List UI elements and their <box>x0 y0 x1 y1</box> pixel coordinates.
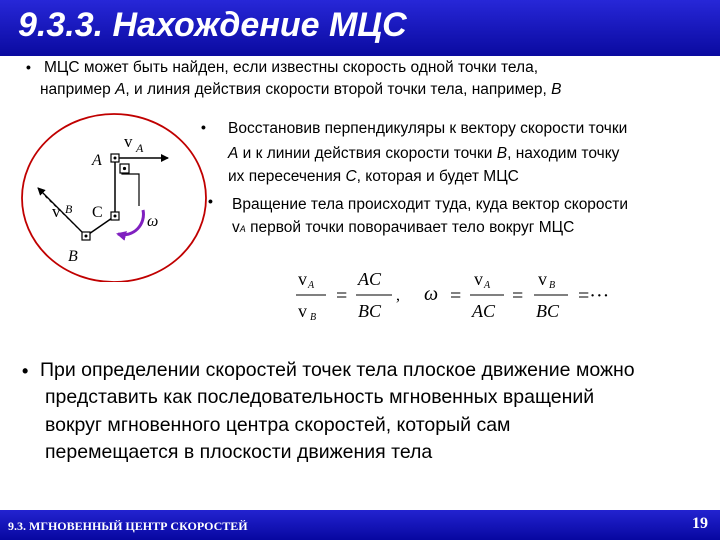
mcs-diagram <box>10 112 210 282</box>
formula-equals-1: = <box>336 285 348 307</box>
formula-omega: ω <box>424 283 439 305</box>
label-vb: v <box>52 202 61 221</box>
bullet4-line1: При определении скоростей точек тела плоское движение можно <box>40 359 635 381</box>
label-a: A <box>92 152 102 169</box>
formula-ac-1: AC <box>358 269 382 289</box>
bullet2-line2-text: и к линии действия скорости точки <box>238 145 497 162</box>
bullet3-line2 <box>232 219 574 237</box>
label-omega: ω <box>147 213 159 230</box>
formula-vb2-sub: B <box>549 280 556 291</box>
point-a-ref: А <box>115 81 126 98</box>
formula-ac-2: AC <box>472 301 496 321</box>
bullet2-line3 <box>228 168 519 186</box>
bullet4-line4: перемещается в плоскости движения тела <box>45 441 433 463</box>
point-b-ref: В <box>551 81 562 98</box>
formula-va2-v: v <box>474 269 483 289</box>
label-b: B <box>68 248 78 265</box>
bullet-marker: • <box>26 59 31 75</box>
bullet3-line1: Вращение тела происходит туда, куда вектор скорости <box>232 196 629 213</box>
formula-equals-3: = <box>512 285 524 307</box>
bullet2-line1: Восстановив перпендикуляры к вектору скорости точки <box>228 120 628 137</box>
velocity-symbol: v <box>232 219 240 236</box>
point-b-ref: В <box>496 145 508 162</box>
point-c-dot <box>114 215 117 218</box>
page-number: 19 <box>692 515 708 532</box>
title-bar <box>0 0 720 56</box>
footer-section-title: 9.3. МГНОВЕННЫЙ ЦЕНТР СКОРОСТЕЙ <box>8 519 248 533</box>
footer-bar <box>0 510 720 540</box>
bullet4-line3: вокруг мгновенного центра скоростей, который сам <box>45 414 511 436</box>
formula-ellipsis: =··· <box>578 285 610 307</box>
formula-vb2-v: v <box>538 269 547 289</box>
bullet1-line2-text: например <box>40 81 116 98</box>
label-va: v <box>124 132 133 151</box>
bullet2-line3-text2: , которая и будет МЦС <box>356 168 519 185</box>
rotation-arrow <box>118 210 143 235</box>
point-c-ref: С <box>345 168 357 185</box>
bullet-marker: • <box>208 193 213 209</box>
velocity-ratio-formula <box>290 258 620 328</box>
slide-title: 9.3.3. Нахождение МЦС <box>18 6 407 44</box>
bullet1-line2 <box>40 81 561 99</box>
bullet4-line2: представить как последовательность мгновенных вращений <box>45 386 595 408</box>
formula-va-sub: A <box>308 280 315 291</box>
point-b-dot <box>85 235 88 238</box>
formula-bc-1: BC <box>358 301 382 321</box>
point-a-dot <box>114 157 117 160</box>
bullet2-line2 <box>228 145 619 163</box>
bullet-marker: • <box>201 119 206 135</box>
label-va-sub: A <box>136 141 144 155</box>
body-outline <box>22 114 206 282</box>
formula-va2-sub: A <box>484 280 491 291</box>
point-inner-dot <box>123 167 126 170</box>
bullet2-line2-text2: , находим точку <box>507 145 620 162</box>
bullet1-line2-text2: , и линия действия скорости второй точки тела, например, <box>125 81 552 98</box>
formula-vb-v: v <box>298 301 307 321</box>
formula-vb-sub: B <box>310 312 317 323</box>
formula-va-v: v <box>298 269 307 289</box>
point-a-ref: А <box>228 145 239 162</box>
formula-comma: , <box>396 287 400 304</box>
bullet-marker: • <box>22 361 29 381</box>
bullet1-line1: МЦС может быть найден, если известны скорость одной точки тела, <box>44 59 539 76</box>
bullet2-line3-text: их пересечения <box>228 168 346 185</box>
velocity-subscript: A <box>239 224 246 234</box>
label-vb-sub: B <box>65 202 73 216</box>
formula-equals-2: = <box>450 285 462 307</box>
bullet3-line2-text: первой точки поворачивает тело вокруг МЦС <box>245 219 575 236</box>
formula-bc-2: BC <box>536 301 560 321</box>
velocity-vector-b <box>38 188 86 236</box>
label-c: C <box>92 204 103 221</box>
